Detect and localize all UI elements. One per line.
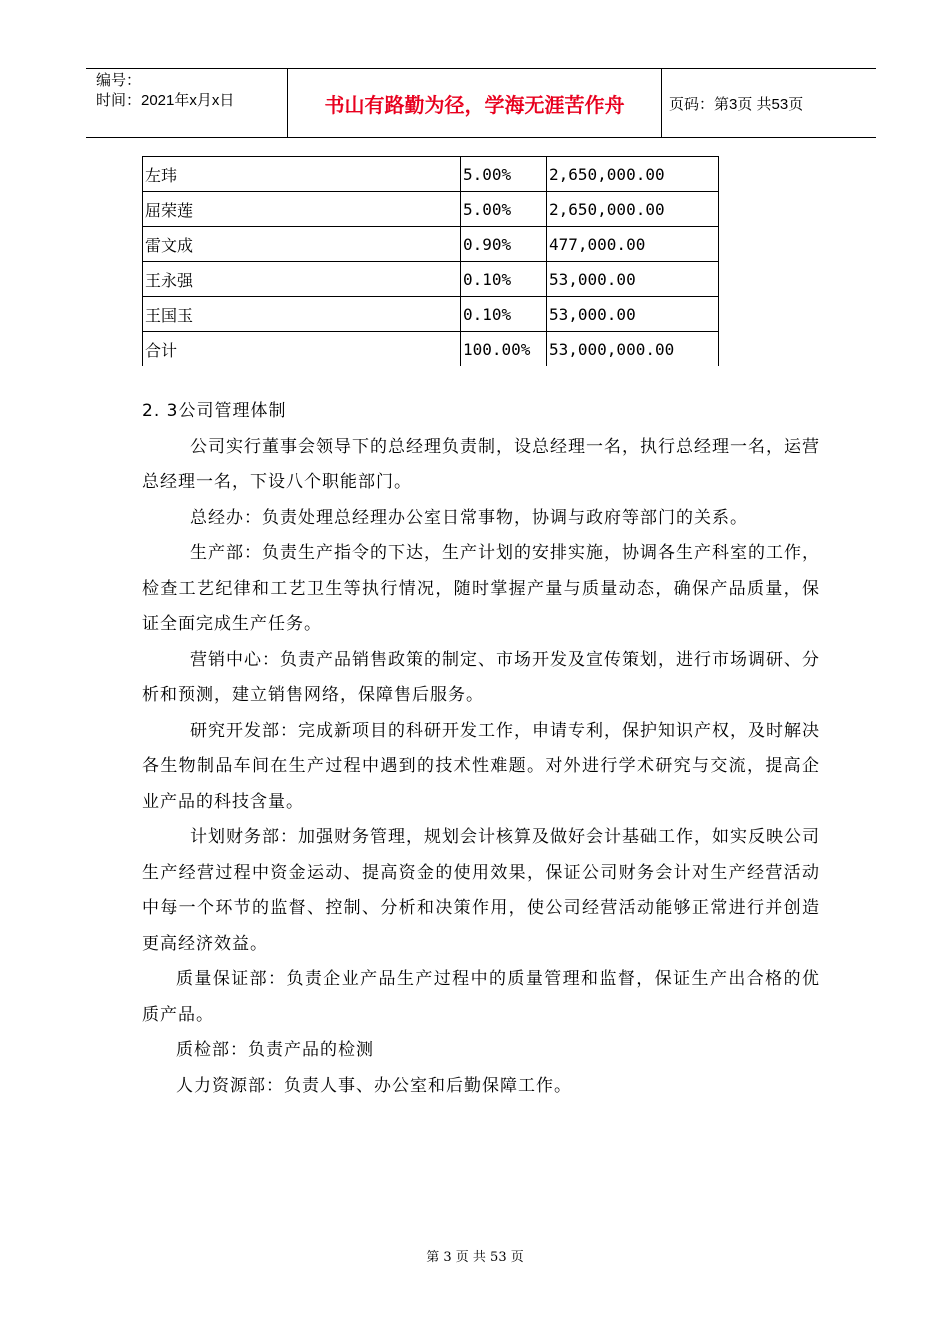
paragraph-finance: 计划财务部：加强财务管理，规划会计核算及做好会计基础工作，如实反映公司生产经营过程中资金运动、提高资金的使用效果，保证公司财务会计对生产经营活动中每一个环节的监督、控制、分析和决策作用，使公司经营活动能够正常进行并创造更高经济效益。 <box>142 827 820 954</box>
paragraph-marketing: 营销中心：负责产品销售政策的制定、市场开发及宣传策划，进行市场调研、分析和预测，建立销售网络，保障售后服务。 <box>142 649 820 705</box>
header-motto: 书山有路勤为径，学海无涯苦作舟 <box>324 93 625 117</box>
table-cell-amount: 53,000.00 <box>547 262 719 297</box>
time-label: 时间：2021年x月x日 <box>96 92 235 109</box>
header-meta <box>96 71 234 111</box>
table-cell-amount: 2,650,000.00 <box>547 192 719 227</box>
table-cell-name: 合计 <box>143 332 461 367</box>
table-total-row <box>143 332 719 367</box>
table-row <box>143 227 719 262</box>
page-header <box>86 68 876 138</box>
table-cell-amount: 53,000.00 <box>547 297 719 332</box>
table-cell-percent: 5.00% <box>461 192 547 227</box>
section-body <box>142 394 820 1104</box>
table-cell-amount: 53,000,000.00 <box>547 332 719 367</box>
table-cell-name: 屈荣莲 <box>143 192 461 227</box>
paragraph-quality-assurance: 质量保证部：负责企业产品生产过程中的质量管理和监督，保证生产出合格的优质产品。 <box>142 969 820 1025</box>
table-cell-percent: 5.00% <box>461 157 547 192</box>
paragraph-quality-control: 质检部：负责产品的检测 <box>176 1040 374 1060</box>
table-cell-name: 雷文成 <box>143 227 461 262</box>
table-row <box>143 297 719 332</box>
table-cell-percent: 0.90% <box>461 227 547 262</box>
paragraph-intro: 公司实行董事会领导下的总经理负责制，设总经理一名，执行总经理一名，运营总经理一名，下设八个职能部门。 <box>142 436 820 492</box>
table-cell-percent: 100.00% <box>461 332 547 367</box>
table-cell-name: 王永强 <box>143 262 461 297</box>
table-cell-amount: 2,650,000.00 <box>547 157 719 192</box>
paragraph-hr: 人力资源部：负责人事、办公室和后勤保障工作。 <box>176 1075 572 1096</box>
table-cell-percent: 0.10% <box>461 297 547 332</box>
table-cell-name: 王国玉 <box>143 297 461 332</box>
paragraph-general-office: 总经办：负责处理总经理办公室日常事物，协调与政府等部门的关系。 <box>190 507 748 528</box>
table-row <box>143 262 719 297</box>
shareholder-table <box>142 156 719 366</box>
table-row <box>143 192 719 227</box>
code-label: 编号： <box>96 72 142 89</box>
page-footer: 第 3 页 共 53 页 <box>426 1250 524 1265</box>
header-page-number: 页码：第3页 共53页 <box>669 96 804 113</box>
table-cell-name: 左玮 <box>143 157 461 192</box>
table-cell-amount: 477,000.00 <box>547 227 719 262</box>
header-divider <box>661 69 662 137</box>
section-heading: 2. 3公司管理体制 <box>142 401 287 421</box>
table-row <box>143 157 719 192</box>
paragraph-rnd: 研究开发部：完成新项目的科研开发工作，申请专利，保护知识产权，及时解决各生物制品车间在生产过程中遇到的技术性难题。对外进行学术研究与交流，提高企业产品的科技含量。 <box>142 720 820 812</box>
table-cell-percent: 0.10% <box>461 262 547 297</box>
paragraph-production: 生产部：负责生产指令的下达，生产计划的安排实施，协调各生产科室的工作，检查工艺纪律和工艺卫生等执行情况，随时掌握产量与质量动态，确保产品质量，保证全面完成生产任务。 <box>142 543 820 634</box>
